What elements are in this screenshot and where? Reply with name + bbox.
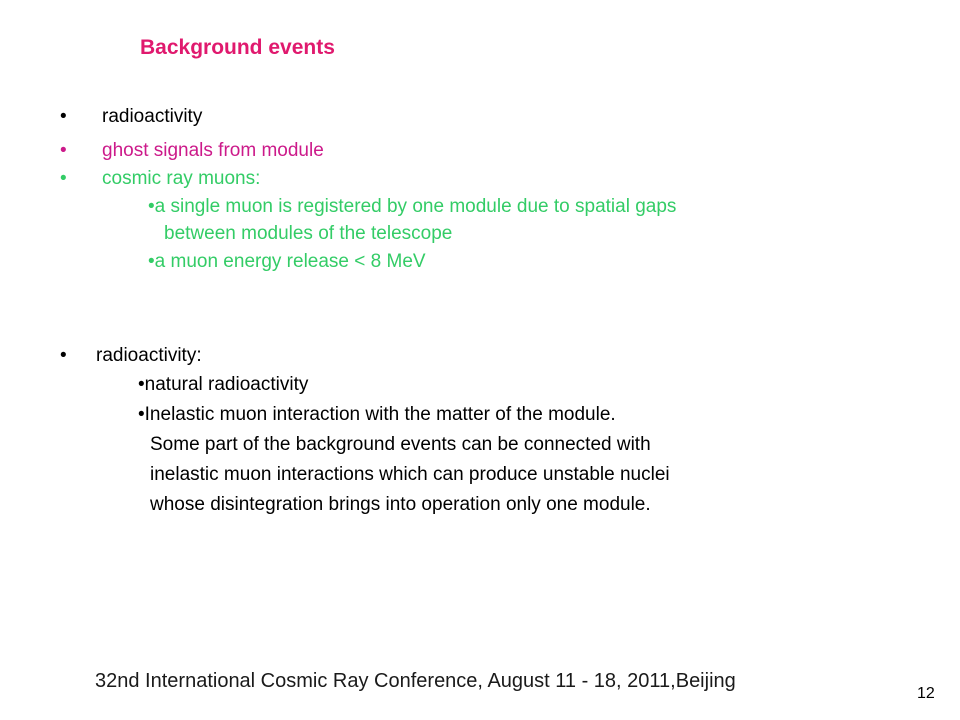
sub-list-item: •natural radioactivity bbox=[138, 374, 309, 395]
bullet-glyph: • bbox=[60, 140, 67, 161]
sub-list-item: •a muon energy release < 8 MeV bbox=[148, 251, 426, 272]
list-item-text: ghost signals from module bbox=[102, 140, 324, 161]
bullet-glyph: • bbox=[60, 168, 67, 189]
bullet-glyph: • bbox=[60, 106, 67, 127]
section-heading: radioactivity: bbox=[96, 345, 202, 366]
sub-list-item: •Inelastic muon interaction with the matter of the module. bbox=[138, 404, 616, 425]
paragraph-line: Some part of the background events can be connected with bbox=[150, 434, 651, 455]
page-number: 12 bbox=[917, 685, 935, 702]
list-item-text: radioactivity bbox=[102, 106, 203, 127]
bullet-glyph: • bbox=[60, 345, 67, 366]
slide-title: Background events bbox=[140, 36, 335, 59]
list-item bbox=[60, 168, 67, 190]
sub-list-item: between modules of the telescope bbox=[164, 223, 453, 244]
footer-conference: 32nd International Cosmic Ray Conference, August 11 - 18, 2011,Beijing bbox=[95, 670, 736, 692]
list-item bbox=[60, 106, 67, 128]
list-item-text: cosmic ray muons: bbox=[102, 168, 261, 189]
sub-list-item: •a single muon is registered by one module due to spatial gaps bbox=[148, 196, 677, 217]
paragraph-line: inelastic muon interactions which can produce unstable nuclei bbox=[150, 464, 670, 485]
list-item bbox=[60, 140, 67, 162]
paragraph-line: whose disintegration brings into operation only one module. bbox=[150, 494, 651, 515]
